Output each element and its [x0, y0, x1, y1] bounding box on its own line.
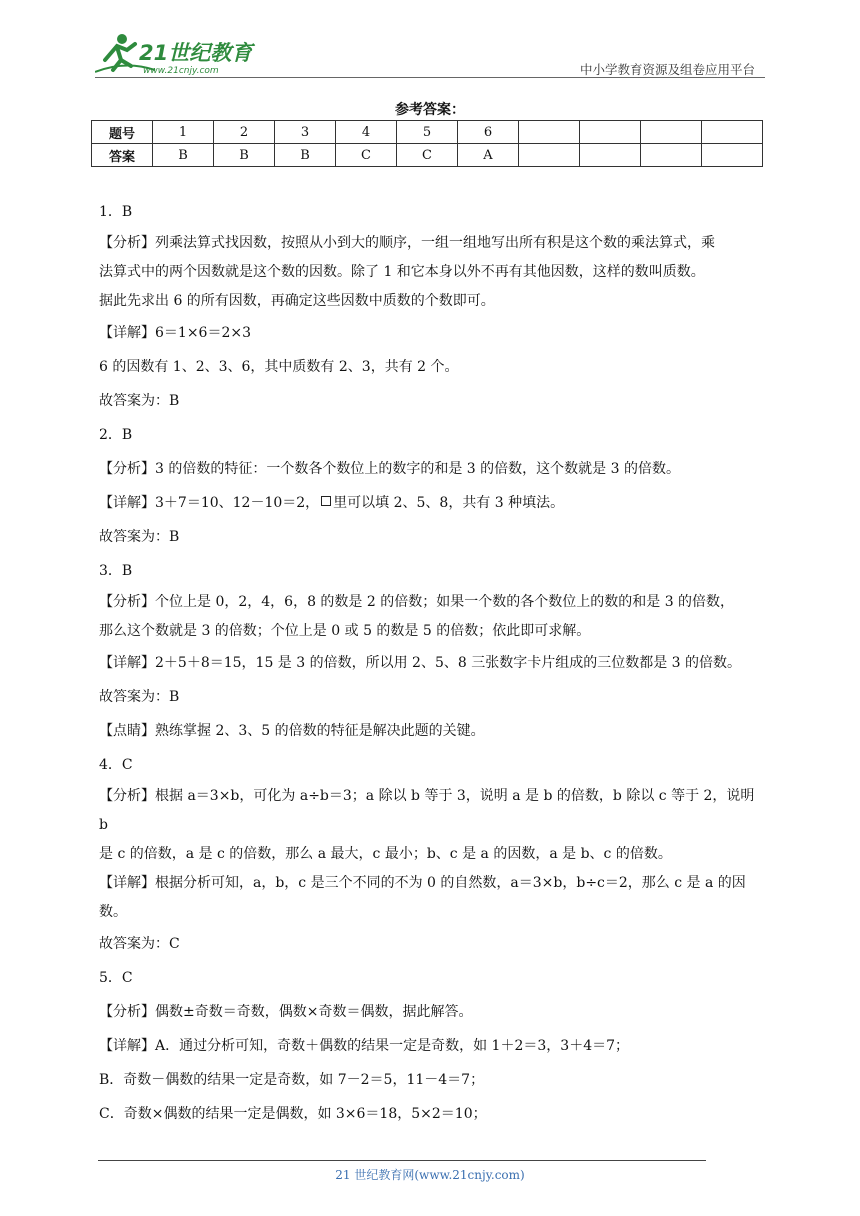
- question-number: 4．C: [99, 757, 133, 773]
- answer-line: 故答案为：C: [99, 936, 180, 952]
- detail-text: 【详解】3＋7＝10、12－10＝2，: [99, 495, 320, 511]
- answer-line: 故答案为：B: [99, 393, 180, 409]
- question-number-cell: 5: [397, 121, 458, 144]
- question-number: 1．B: [99, 204, 133, 220]
- analysis-line: 【分析】3 的倍数的特征：一个数各个数位上的数字的和是 3 的倍数，这个数就是 3 的倍数。: [99, 461, 680, 477]
- detail-line: 【详解】6＝1×6＝2×3: [99, 325, 251, 341]
- question-number-cell: [702, 121, 763, 144]
- answer-line: 故答案为：B: [99, 529, 180, 545]
- blank-box-icon: [321, 496, 331, 506]
- answer-cell: B: [153, 144, 214, 167]
- text-line: 据此先求出 6 的所有因数，再确定这些因数中质数的个数即可。: [99, 293, 495, 309]
- question-number-cell: 3: [275, 121, 336, 144]
- answer-cell: [580, 144, 641, 167]
- header-divider: [95, 77, 765, 78]
- answer-cell: B: [214, 144, 275, 167]
- analysis-paragraph: [99, 588, 767, 646]
- answer-cell: C: [397, 144, 458, 167]
- answer-cell: B: [275, 144, 336, 167]
- answer-cell: [702, 144, 763, 167]
- answer-cell: [641, 144, 702, 167]
- table-header-cell: 题号: [92, 121, 153, 144]
- question-number-cell: 4: [336, 121, 397, 144]
- table-header-cell: 答案: [92, 144, 153, 167]
- question-number-cell: 6: [458, 121, 519, 144]
- text-line: 是 c 的倍数，a 是 c 的倍数，那么 a 最大，c 最小；b、c 是 a 的因数，a 是 b、c 的倍数。: [99, 846, 672, 862]
- text-line: 数。: [99, 904, 127, 920]
- analysis-line: 【分析】偶数±奇数＝奇数，偶数×奇数＝偶数，据此解答。: [99, 1004, 473, 1020]
- analysis-paragraph: [99, 229, 767, 316]
- question-number-cell: [641, 121, 702, 144]
- question-number: 2．B: [99, 427, 133, 443]
- svg-text:21世纪教育: 21世纪教育: [139, 41, 253, 65]
- site-logo: [95, 30, 265, 76]
- text-line: 【分析】个位上是 0，2，4，6，8 的数是 2 的倍数；如果一个数的各个数位上的数的和是 3 的倍数，: [99, 594, 735, 610]
- solutions-body: [99, 195, 767, 1131]
- answer-cell: C: [336, 144, 397, 167]
- answer-cell: A: [458, 144, 519, 167]
- table-row-numbers: [92, 121, 763, 144]
- question-number-cell: 1: [153, 121, 214, 144]
- detail-line: B．奇数－偶数的结果一定是奇数，如 7－2＝5，11－4＝7；: [99, 1072, 485, 1088]
- detail-text: 里可以填 2、5、8，共有 3 种填法。: [333, 495, 565, 511]
- question-number-cell: [519, 121, 580, 144]
- answer-table: [91, 120, 763, 167]
- question-number: 3．B: [99, 563, 133, 579]
- detail-paragraph: [99, 869, 767, 927]
- text-line: 法算式中的两个因数就是这个数的因数。除了 1 和它本身以外不再有其他因数，这样的数叫质数。: [99, 264, 705, 280]
- platform-name: 中小学教育资源及组卷应用平台: [579, 62, 755, 77]
- question-number-cell: [580, 121, 641, 144]
- detail-line: 6 的因数有 1、2、3、6，其中质数有 2、3，共有 2 个。: [99, 359, 459, 375]
- question-number-cell: 2: [214, 121, 275, 144]
- text-line: 【分析】根据 a＝3×b，可化为 a÷b＝3；a 除以 b 等于 3，说明 a 是 b 的倍数，b 除以 c 等于 2，说明 b: [99, 788, 755, 833]
- footer-divider: [98, 1160, 706, 1161]
- answer-title: 参考答案：: [395, 102, 465, 118]
- analysis-paragraph: [99, 782, 767, 869]
- text-line: 【分析】列乘法算式找因数，按照从小到大的顺序，一组一组地写出所有积是这个数的乘法算式，乘: [99, 235, 715, 251]
- svg-text:www.21cnjy.com: www.21cnjy.com: [143, 66, 219, 76]
- detail-line: 【详解】2＋5＋8＝15，15 是 3 的倍数，所以用 2、5、8 三张数字卡片组成的三位数都是 3 的倍数。: [99, 655, 742, 671]
- answer-cell: [519, 144, 580, 167]
- text-line: 【详解】根据分析可知，a，b，c 是三个不同的不为 0 的自然数，a＝3×b，b÷c＝2，那么 c 是 a 的因: [99, 875, 746, 891]
- answer-line: 故答案为：B: [99, 689, 180, 705]
- detail-line: 【详解】A．通过分析可知，奇数＋偶数的结果一定是奇数，如 1＋2＝3，3＋4＝7；: [99, 1038, 630, 1054]
- tip-line: 【点睛】熟练掌握 2、3、5 的倍数的特征是解决此题的关键。: [99, 723, 485, 739]
- table-row-answers: [92, 144, 763, 167]
- footer-link[interactable]: 21 世纪教育网(www.21cnjy.com): [335, 1168, 525, 1182]
- detail-line: C．奇数×偶数的结果一定是偶数，如 3×6＝18，5×2＝10；: [99, 1106, 487, 1122]
- detail-line: [99, 486, 767, 520]
- question-number: 5．C: [99, 970, 133, 986]
- page-header: [95, 30, 765, 78]
- text-line: 那么这个数就是 3 的倍数；个位上是 0 或 5 的数是 5 的倍数；依此即可求解。: [99, 623, 591, 639]
